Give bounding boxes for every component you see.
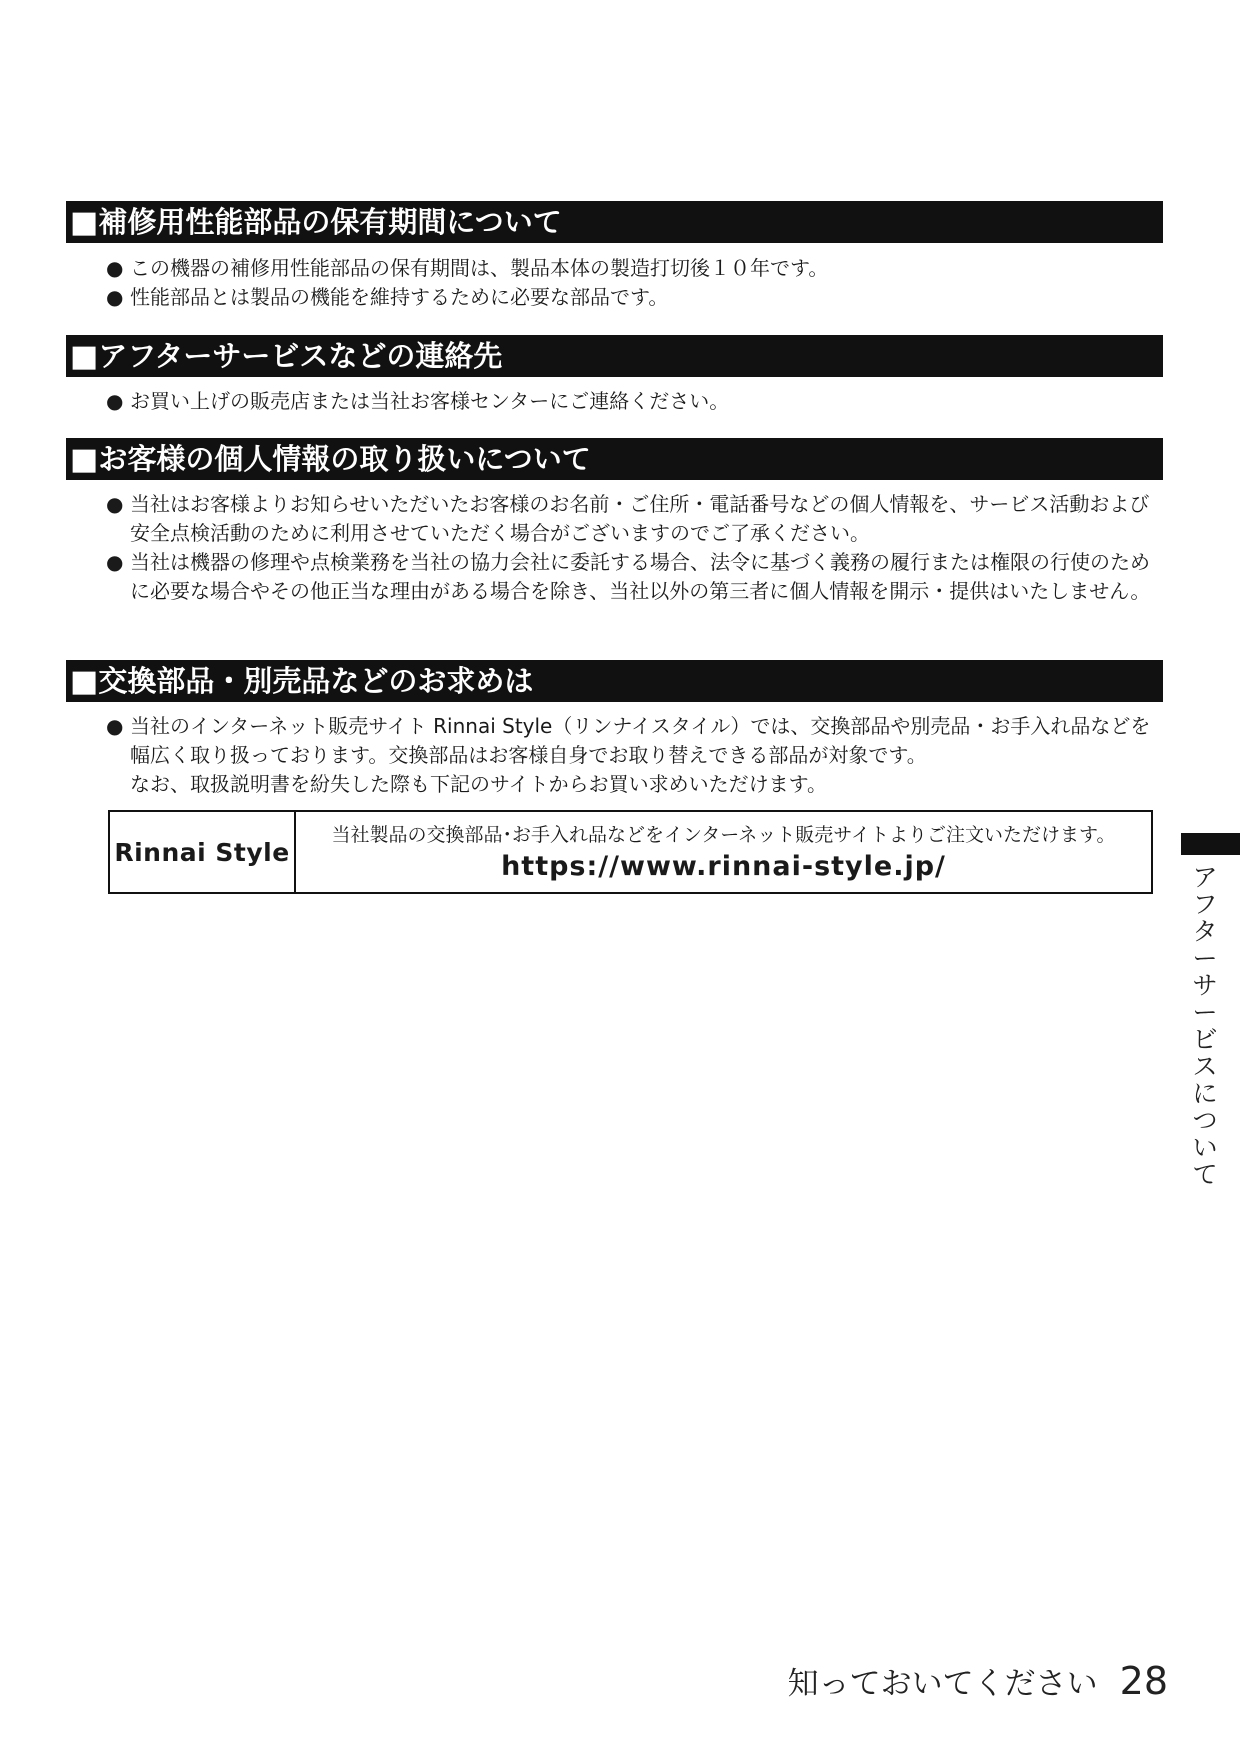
section-header-parts-retention [66,201,1163,243]
bullet-text: この機器の補修用性能部品の保有期間は、製品本体の製造打切後１０年です。 [130,256,829,280]
square-marker-icon: ■ [70,442,99,477]
section-title: 補修用性能部品の保有期間について [98,205,562,239]
side-index-label [1185,864,1225,1188]
square-marker-icon: ■ [70,205,99,240]
bullet-list-parts-purchase [106,712,1166,799]
bullet-list-contact [106,387,1166,416]
section-header-personal-info [66,438,1163,480]
section-header-contact [66,335,1163,377]
bullet-text: お買い上げの販売店または当社お客様センターにご連絡ください。 [130,389,730,413]
side-char: タ [1192,917,1218,946]
bullet-text: 当社は機器の修理や点検業務を当社の協力会社に委託する場合、法令に基づく義務の履行または権限の行使のために必要な場合やその他正当な理由がある場合を除き、当社以外の第三者に個人情報を開示・提供はいたしません。 [130,550,1151,603]
rinnai-style-logo: Rinnai Style [110,812,296,892]
side-index-tab [1181,833,1240,855]
list-item [106,283,1166,312]
bullet-icon: ● [106,714,124,738]
list-item [106,712,1166,770]
section-title: お客様の個人情報の取り扱いについて [98,442,591,476]
square-marker-icon: ■ [70,664,99,699]
bullet-text: 性能部品とは製品の機能を維持するために必要な部品です。 [130,285,669,309]
bullet-icon: ● [106,550,124,574]
side-char: い [1192,1133,1218,1162]
side-char: ー [1192,998,1218,1027]
footer-label: 知っておいてください [787,1666,1098,1702]
list-item [106,387,1166,416]
side-char: サ [1192,971,1218,1000]
list-item [106,548,1166,606]
section-header-parts-purchase [66,660,1163,702]
bullet-icon: ● [106,389,124,413]
side-char: ー [1192,944,1218,973]
page-footer [788,1658,1168,1703]
bullet-icon: ● [106,285,124,309]
rinnai-style-box [108,810,1153,894]
bullet-list-parts-retention [106,254,1166,312]
note-text: なお、取扱説明書を紛失した際も下記のサイトからお買い求めいただけます。 [130,772,827,796]
side-char: ス [1192,1052,1218,1081]
list-item [106,490,1166,548]
rinnai-style-info [296,812,1151,892]
bullet-text: 当社はお客様よりお知らせいただいたお客様のお名前・ご住所・電話番号などの個人情報を、サービス活動および安全点検活動のために利用させていただく場合がございますのでご了承ください。 [130,492,1150,545]
side-char: に [1192,1079,1218,1108]
side-char: て [1192,1160,1218,1189]
list-item [106,254,1166,283]
side-char: ア [1192,863,1218,892]
rinnai-style-url-link[interactable]: https://www.rinnai-style.jp/ [501,851,946,882]
square-marker-icon: ■ [70,339,99,374]
side-char: ビ [1192,1025,1218,1054]
page-number: 28 [1119,1659,1168,1703]
bullet-text: 当社のインターネット販売サイト Rinnai Style（リンナイスタイル）では、交換部品や別売品・お手入れ品などを幅広く取り扱っております。交換部品はお客様自身でお取り替えできる部品が対象です。 [130,714,1151,767]
side-char: つ [1192,1106,1218,1135]
section-title: アフターサービスなどの連絡先 [98,339,503,373]
section-title: 交換部品・別売品などのお求めは [98,664,534,698]
bullet-icon: ● [106,492,124,516]
side-char: フ [1192,890,1218,919]
rinnai-style-description: 当社製品の交換部品･お手入れ品などをインターネット販売サイトよりご注文いただけます。 [331,824,1116,846]
bullet-icon: ● [106,256,124,280]
bullet-list-personal-info [106,490,1166,606]
